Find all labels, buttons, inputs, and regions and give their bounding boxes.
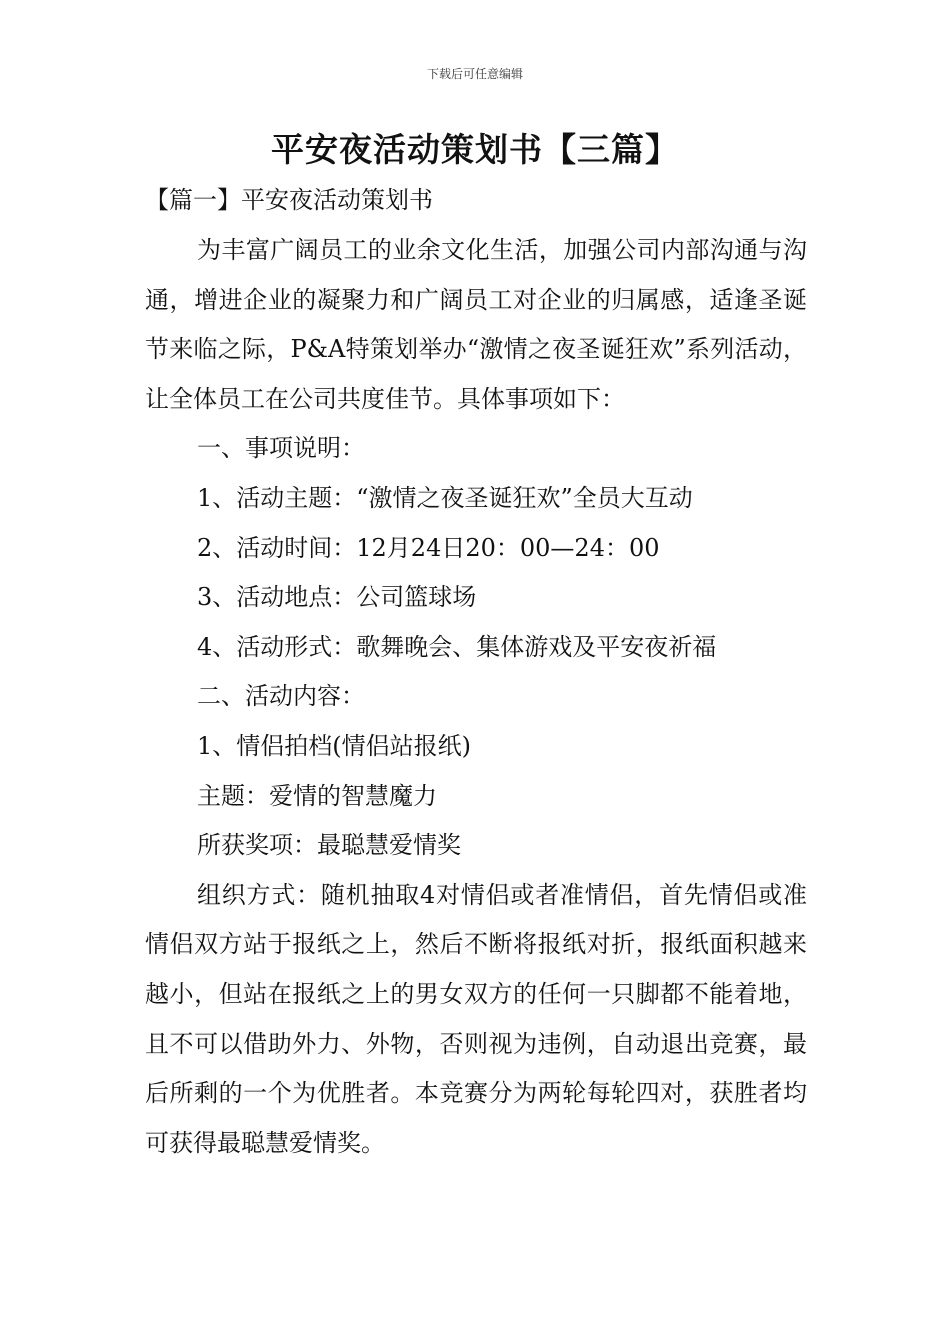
paragraph-activity-location: 3、活动地点：公司篮球场 bbox=[197, 583, 477, 612]
header-note: 下载后可任意编辑 bbox=[426, 67, 523, 81]
paragraph-activity-format: 4、活动形式：歌舞晚会、集体游戏及平安夜祈福 bbox=[197, 632, 717, 661]
paragraph-activity-theme: 1、活动主题：“激情之夜圣诞狂欢”全员大互动 bbox=[197, 483, 693, 512]
document-title: 平安夜活动策划书【三篇】 bbox=[271, 130, 679, 169]
paragraph-section-2-heading: 二、活动内容： bbox=[197, 682, 365, 711]
paragraph-item-1-title: 1、情侣拍档(情侣站报纸) bbox=[197, 731, 471, 760]
section-heading: 【篇一】平安夜活动策划书 bbox=[145, 186, 433, 214]
paragraph-section-1-heading: 一、事项说明： bbox=[197, 434, 365, 463]
paragraph-item-1-rules: 组织方式：随机抽取4对情侣或者准情侣，首先情侣或准情侣双方站于报纸之上，然后不断将报纸对折，报纸面积越来越小，但站在报纸之上的男女双方的任何一只脚都不能着地，且不可以借助外力、外物，否则视为违例，自动退出竞赛，最后所剩的一个为优胜者。本竞赛分为两轮每轮四对，获胜者均可获得最聪慧爱情奖。 bbox=[145, 880, 807, 1157]
document-body bbox=[145, 226, 807, 1168]
paragraph-activity-time: 2、活动时间：12月24日20：00—24：00 bbox=[197, 533, 660, 562]
paragraph-item-1-theme: 主题：爱情的智慧魔力 bbox=[197, 781, 437, 810]
paragraph-item-1-award: 所获奖项：最聪慧爱情奖 bbox=[197, 831, 461, 860]
paragraph-intro: 为丰富广阔员工的业余文化生活，加强公司内部沟通与沟通，增进企业的凝聚力和广阔员工对企业的归属感，适逢圣诞节来临之际，P&A特策划举办“激情之夜圣诞狂欢”系列活动，让全体员工在公司共度佳节。具体事项如下： bbox=[145, 236, 807, 413]
